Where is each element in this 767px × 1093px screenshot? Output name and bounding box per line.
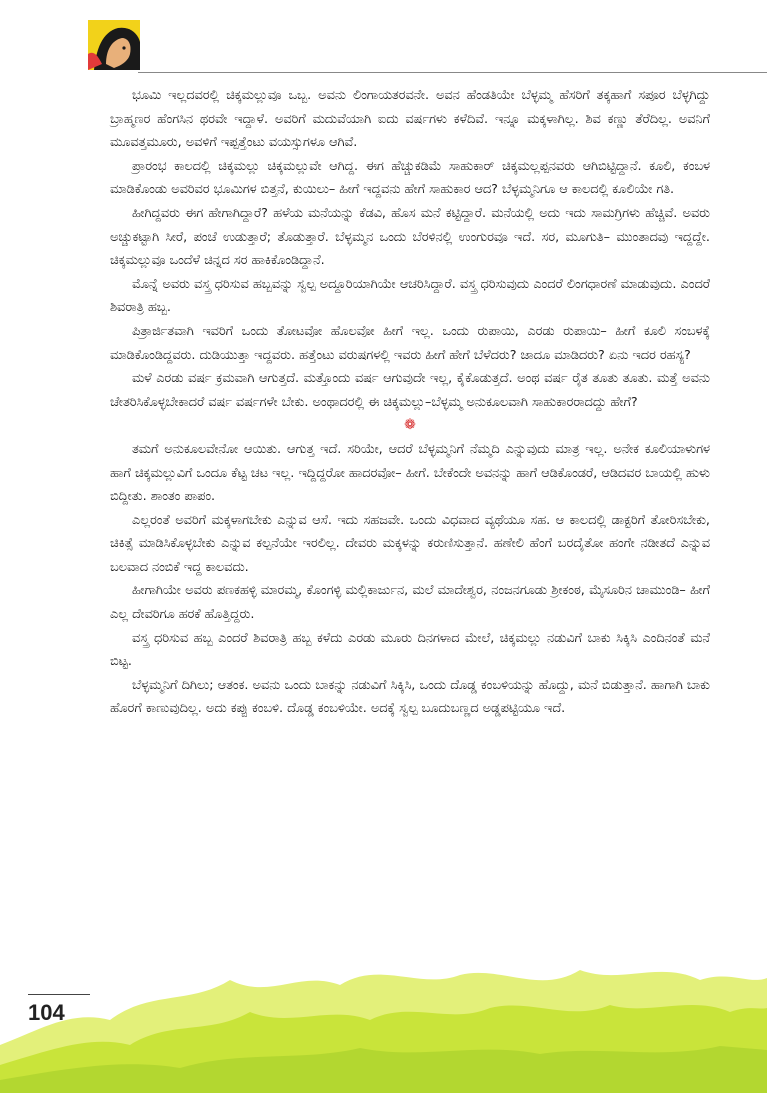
header-rule xyxy=(138,72,767,73)
paragraph: ಹೀಗಾಗಿಯೇ ಅವರು ಪಣಕಹಳ್ಳಿ ಮಾರಮ್ಮ, ಕೊಂಗಳ್ಳಿ ಮಲ್ಲಿಕಾರ್ಜುನ, ಮಲೆ ಮಾದೇಶ್ವರ, ನಂಜನಗೂಡು ಶ್ರೀಕಂಠ, ಮೈಸೂರಿನ ಚಾಮುಂಡಿ– ಹೀಗೆ ಎಲ್ಲ ದೇವರಿಗೂ ಹರಕೆ ಹೊತ್ತಿದ್ದರು. xyxy=(110,583,710,623)
paragraph: ಮಳೆ ಎರಡು ವರ್ಷ ಕ್ರಮವಾಗಿ ಆಗುತ್ತದೆ. ಮತ್ತೊಂದು ವರ್ಷ ಆಗುವುದೇ ಇಲ್ಲ, ಕೈಕೊಡುತ್ತದೆ. ಅಂಥ ವರ್ಷ ರೈತ ತೂತು ತೂತು. ಮತ್ತೆ ಅವನು ಚೇತರಿಸಿಕೊಳ್ಳಬೇಕಾದರೆ ವರ್ಷ ವರ್ಷಗಳೇ ಬೇಕು. ಅಂಥಾದರಲ್ಲಿ ಈ ಚಿಕ್ಕಮಲ್ಲು–ಬೆಳ್ಳಮ್ಮ ಅನುಕೂಲವಾಗಿ ಸಾಹುಕಾರರಾದದ್ದು ಹೇಗೆ? xyxy=(110,371,710,410)
paragraph: ಪ್ರಾರಂಭ ಕಾಲದಲ್ಲಿ ಚಿಕ್ಕಮಲ್ಲು ಚಿಕ್ಕಮಲ್ಲುವೇ ಆಗಿದ್ದ. ಈಗ ಹೆಚ್ಚುಕಡಿಮೆ ಸಾಹುಕಾರ್ ಚಿಕ್ಕಮಲ್ಲಪ್ಪನವರು ಆಗಿಬಿಟ್ಟಿದ್ದಾನೆ. ಕೂಲಿ, ಕಂಬಳ ಮಾಡಿಕೊಂಡು ಅವರಿವರ ಭೂಮಿಗಳ ಬಿತ್ತನೆ, ಕುಯಿಲು– ಹೀಗೆ ಇದ್ದವನು ಹೇಗೆ ಸಾಹುಕಾರ ಆದ? ಬೆಳ್ಳಮ್ಮನಿಗೂ ಆ ಕಾಲದಲ್ಲಿ ಕೂಲಿಯೇ ಗತಿ. xyxy=(110,158,710,198)
page-number: 104 xyxy=(28,1000,65,1025)
story-text xyxy=(110,84,710,721)
paragraph: ಪಿತ್ರಾರ್ಜಿತವಾಗಿ ಇವರಿಗೆ ಒಂದು ತೋಟವೋ ಹೊಲವೋ ಹೀಗೆ ಇಲ್ಲ. ಒಂದು ರುಪಾಯಿ, ಎರಡು ರುಪಾಯಿ– ಹೀಗೆ ಕೂಲಿ ಸಂಬಳಕ್ಕೆ ಮಾಡಿಕೊಂಡಿದ್ದವರು. ದುಡಿಯುತ್ತಾ ಇದ್ದವರು. ಹತ್ತೆಂಟು ವರುಷಗಳಲ್ಲಿ ಇವರು ಹೀಗೆ ಹೇಗೆ ಬೆಳೆದರು? ಜಾದೂ ಮಾಡಿದರು? ಏನು ಇದರ ರಹಸ್ಯ? xyxy=(110,323,710,363)
paragraph: ಭೂಮಿ ಇಲ್ಲದವರಲ್ಲಿ ಚಿಕ್ಕಮಲ್ಲುವೂ ಒಬ್ಬ. ಅವನು ಲಿಂಗಾಯತರವನೇ. ಅವನ ಹೆಂಡತಿಯೇ ಬೆಳ್ಳಮ್ಮ ಹೆಸರಿಗೆ ತಕ್ಕಹಾಗೆ ಸಪೂರ ಬೆಳ್ಳಗಿದ್ದು ಬ್ರಾಹ್ಮಣರ ಹೆಂಗಸಿನ ಥರವೇ ಇದ್ದಾಳೆ. ಅವರಿಗೆ ಮದುವೆಯಾಗಿ ಐದು ವರ್ಷಗಳು ಕಳೆದಿವೆ. ಇನ್ನೂ ಮಕ್ಕಳಾಗಿಲ್ಲ. ಶಿವ ಕಣ್ಣು ತೆರೆದಿಲ್ಲ. ಅವನಿಗೆ ಮೂವತ್ತಮೂರು, ಅವಳಿಗೆ ಇಪ್ಪತ್ತೆಂಟು ವಯಸ್ಸುಗಳೂ ಆಗಿವೆ. xyxy=(110,88,710,151)
paragraph: ಮೊನ್ನೆ ಅವರು ವಸ್ತ್ರ ಧರಿಸುವ ಹಬ್ಬವನ್ನು ಸ್ವಲ್ಪ ಅದ್ದೂರಿಯಾಗಿಯೇ ಆಚರಿಸಿದ್ದಾರೆ. ವಸ್ತ್ರ ಧರಿಸುವುದು ಎಂದರೆ ಲಿಂಗಧಾರಣೆ ಮಾಡುವುದು. ಎಂದರೆ ಶಿವರಾತ್ರಿ ಹಬ್ಬ. xyxy=(110,276,710,316)
footer-rule xyxy=(28,994,90,995)
paragraph: ವಸ್ತ್ರ ಧರಿಸುವ ಹಬ್ಬ ಎಂದರೆ ಶಿವರಾತ್ರಿ ಹಬ್ಬ ಕಳೆದು ಎರಡು ಮೂರು ದಿನಗಳಾದ ಮೇಲೆ, ಚಿಕ್ಕಮಲ್ಲು ನಡುವಿಗೆ ಬಾಕು ಸಿಕ್ಕಿಸಿ ಎಂದಿನಂತೆ ಮನೆ ಬಿಟ್ಟ. xyxy=(110,630,710,670)
paragraph: ಎಲ್ಲರಂತೆ ಅವರಿಗೆ ಮಕ್ಕಳಾಗಬೇಕು ಎನ್ನುವ ಆಸೆ. ಇದು ಸಹಜವೇ. ಒಂದು ವಿಧವಾದ ವ್ಯಥೆಯೂ ಸಹ. ಆ ಕಾಲದಲ್ಲಿ ಡಾಕ್ಟರಿಗೆ ತೋರಿಸಬೇಕು, ಚಿಕಿತ್ಸೆ ಮಾಡಿಸಿಕೊಳ್ಳಬೇಕು ಎನ್ನುವ ಕಲ್ಪನೆಯೇ ಇರಲಿಲ್ಲ. ದೇವರು ಮಕ್ಕಳನ್ನು ಕರುಣಿಸುತ್ತಾನೆ. ಹಣೇಲಿ ಹೆಂಗೆ ಬರದೈತೋ ಹಂಗೇ ನಡೀತದೆ ಎನ್ನುವ ಬಲವಾದ ನಂಬಿಕೆ ಇದ್ದ ಕಾಲವದು. xyxy=(110,512,711,575)
paragraph: ಹೀಗಿದ್ದವರು ಈಗ ಹೇಗಾಗಿದ್ದಾರೆ? ಹಳೆಯ ಮನೆಯನ್ನು ಕೆಡವಿ, ಹೊಸ ಮನೆ ಕಟ್ಟಿದ್ದಾರೆ. ಮನೆಯಲ್ಲಿ ಅದು ಇದು ಸಾಮಗ್ರಿಗಳು ಹೆಚ್ಚಿವೆ. ಅವರು ಅಚ್ಚುಕಟ್ಟಾಗಿ ಸೀರೆ, ಪಂಚೆ ಉಡುತ್ತಾರೆ; ತೊಡುತ್ತಾರೆ. ಬೆಳ್ಳಮ್ಮನ ಒಂದು ಬೆರಳಿನಲ್ಲಿ ಉಂಗುರವೂ ಇದೆ. ಸರ, ಮೂಗುತಿ– ಮುಂತಾದವು ಇದ್ದದ್ದೇ. ಚಿಕ್ಕಮಲ್ಲುವೂ ಒಂದೆಳೆ ಚಿನ್ನದ ಸರ ಹಾಕಿಕೊಂಡಿದ್ದಾನೆ. xyxy=(110,205,710,269)
book-logo-icon xyxy=(88,20,140,70)
section-divider-icon: ❁ xyxy=(404,417,416,434)
paragraph: ಬೆಳ್ಳಮ್ಮನಿಗೆ ದಿಗಿಲು; ಆತಂಕ. ಅವನು ಒಂದು ಬಾಕನ್ನು ನಡುವಿಗೆ ಸಿಕ್ಕಿಸಿ, ಒಂದು ದೊಡ್ಡ ಕಂಬಳಿಯನ್ನು ಹೊದ್ದು, ಮನೆ ಬಿಡುತ್ತಾನೆ. ಹಾಗಾಗಿ ಬಾಕು ಹೊರಗೆ ಕಾಣುವುದಿಲ್ಲ. ಅದು ಕಪ್ಪು ಕಂಬಳಿ. ದೊಡ್ಡ ಕಂಬಳಿಯೇ. ಅದಕ್ಕೆ ಸ್ವಲ್ಪ ಬೂದುಬಣ್ಣದ ಅಡ್ಡಪಟ್ಟಿಯೂ ಇದೆ. xyxy=(110,677,710,717)
paragraph: ತಮಗೆ ಅನುಕೂಲವೇನೋ ಆಯಿತು. ಆಗುತ್ತ ಇದೆ. ಸರಿಯೇ, ಆದರೆ ಬೆಳ್ಳಮ್ಮನಿಗೆ ನೆಮ್ಮದಿ ಎನ್ನುವುದು ಮಾತ್ರ ಇಲ್ಲ. ಅನೇಕ ಕೂಲಿಯಾಳುಗಳ ಹಾಗೆ ಚಿಕ್ಕಮಲ್ಲುವಿಗೆ ಒಂದೂ ಕೆಟ್ಟ ಚಟ ಇಲ್ಲ. ಇದ್ದಿದ್ದರೋ ಹಾದರವೋ– ಹೀಗೆ. ಬೇಕೆಂದೇ ಅವನನ್ನು ಹಾಗೆ ಆಡಿಕೊಂಡರೆ, ಆಡಿದವರ ಬಾಯಲ್ಲಿ ಹುಳು ಬಿದ್ದೀತು. ಶಾಂತಂ ಪಾಪಂ. xyxy=(110,441,710,505)
grass-decoration xyxy=(0,950,767,1093)
